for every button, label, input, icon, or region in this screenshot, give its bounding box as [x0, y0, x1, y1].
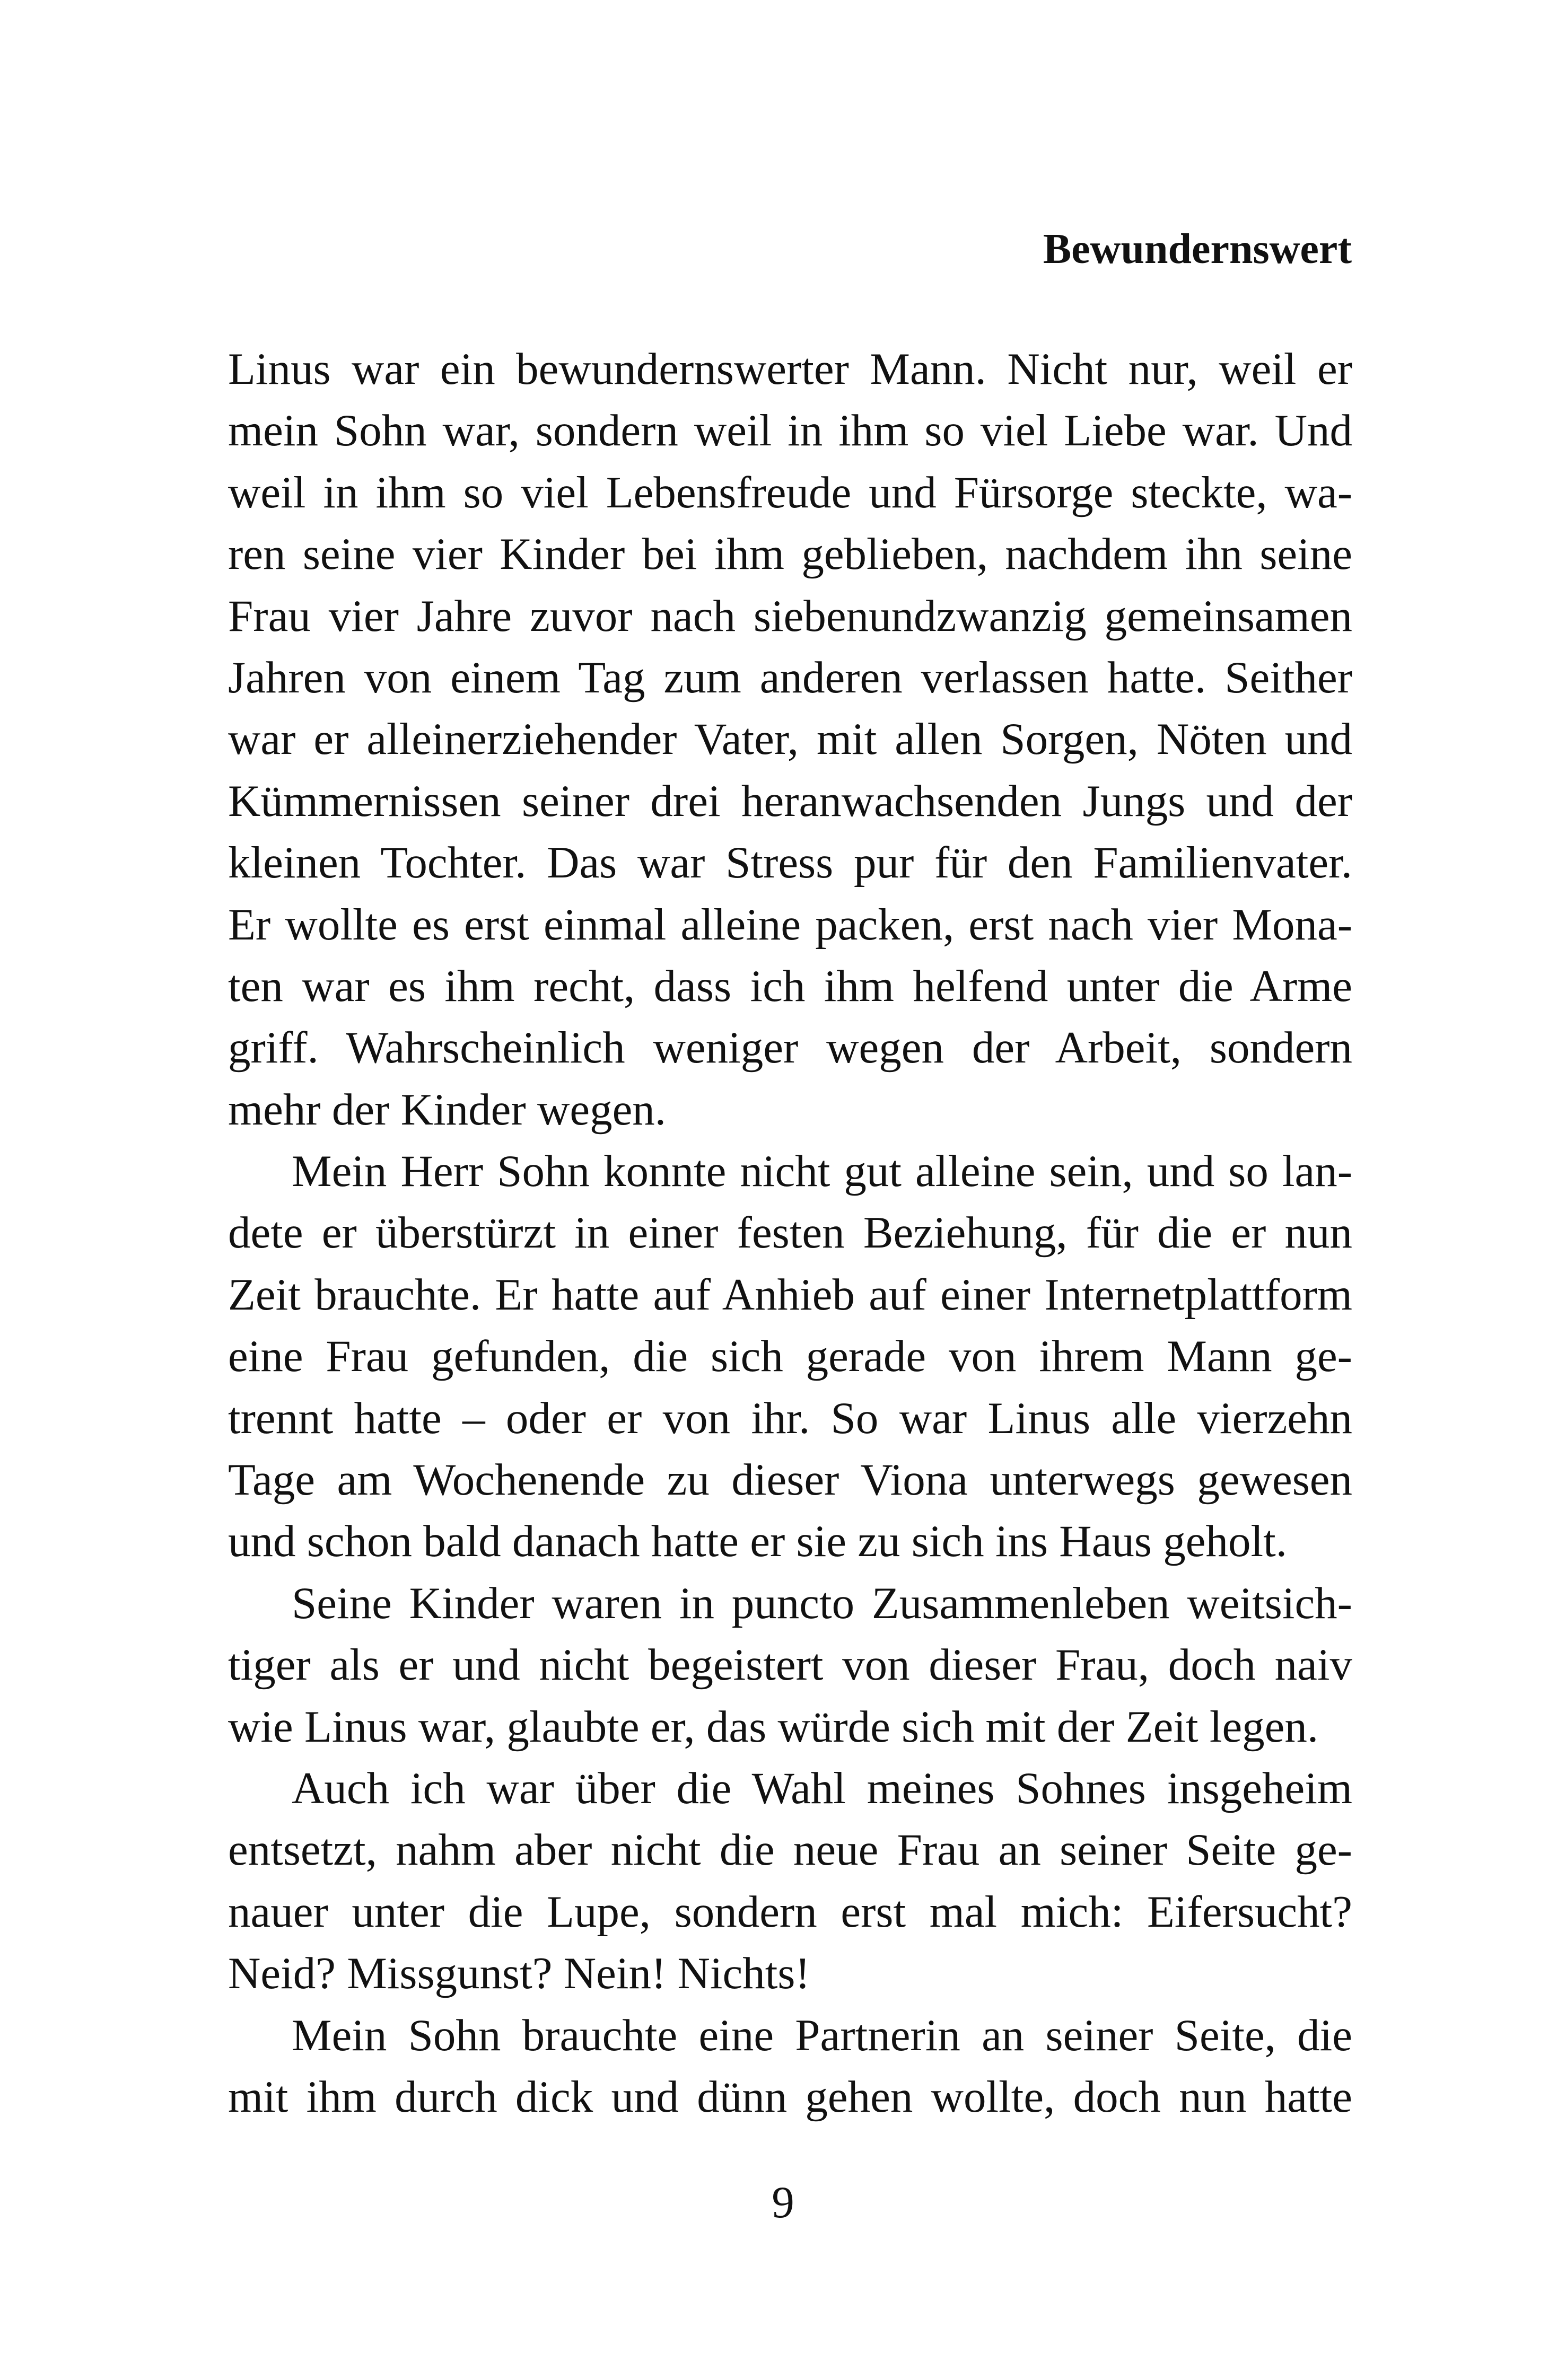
text-line: mit ihm durch dick und dünn gehen wollte, doch nun hatte [228, 2071, 1352, 2122]
text-line: Jahren von einem Tag zum anderen verlassen hatte. Seither [228, 652, 1352, 702]
text-line: tiger als er und nicht begeistert von dieser Frau, doch naiv [228, 1640, 1352, 1690]
text-line: griff. Wahrscheinlich weniger wegen der Arbeit, sondern [228, 1023, 1352, 1073]
text-line: Zeit brauchte. Er hatte auf Anhieb auf einer Internetplattform [228, 1269, 1352, 1320]
text-line: Kümmernissen seiner drei heranwachsenden Jungs und der [228, 776, 1352, 826]
text-line: ten war es ihm recht, dass ich ihm helfend unter die Arme [228, 961, 1352, 1011]
text-line: Frau vier Jahre zuvor nach siebenundzwanzig gemeinsamen [228, 591, 1352, 641]
chapter-title: Bewundernswert [1043, 226, 1352, 273]
text-line: mehr der Kinder wegen. [228, 1084, 667, 1135]
text-line: Mein Sohn brauchte eine Partnerin an seiner Seite, die [292, 2010, 1352, 2060]
text-line: kleinen Tochter. Das war Stress pur für den Familienvater. [228, 838, 1352, 888]
text-line: eine Frau gefunden, die sich gerade von ihrem Mann ge- [228, 1331, 1352, 1382]
text-line: nauer unter die Lupe, sondern erst mal mich: Eifersucht? [228, 1886, 1352, 1937]
text-line: ren seine vier Kinder bei ihm geblieben, nachdem ihn seine [228, 529, 1352, 579]
body-text [228, 338, 1352, 2128]
text-line: Auch ich war über die Wahl meines Sohnes insgeheim [292, 1763, 1352, 1813]
text-line: trennt hatte – oder er von ihr. So war Linus alle vierzehn [228, 1393, 1352, 1443]
text-line: mein Sohn war, sondern weil in ihm so viel Liebe war. Und [228, 406, 1352, 456]
text-line: Linus war ein bewundernswerter Mann. Nicht nur, weil er [228, 344, 1352, 394]
text-line: Seine Kinder waren in puncto Zusammenleben weitsich- [292, 1578, 1352, 1628]
text-line: Neid? Missgunst? Nein! Nichts! [228, 1948, 810, 1999]
text-line: Tage am Wochenende zu dieser Viona unterwegs gewesen [228, 1455, 1352, 1505]
text-line: war er alleinerziehender Vater, mit allen Sorgen, Nöten und [228, 714, 1352, 765]
text-line: und schon bald danach hatte er sie zu sich ins Haus geholt. [228, 1516, 1287, 1567]
text-line: entsetzt, nahm aber nicht die neue Frau an seiner Seite ge- [228, 1825, 1352, 1875]
text-line: Er wollte es erst einmal alleine packen, erst nach vier Mona- [228, 899, 1352, 950]
text-line: wie Linus war, glaubte er, das würde sich mit der Zeit legen. [228, 1701, 1319, 1752]
text-line: weil in ihm so viel Lebensfreude und Fürsorge steckte, wa- [228, 467, 1352, 517]
page-number: 9 [772, 2177, 794, 2227]
text-line: Mein Herr Sohn konnte nicht gut alleine sein, und so lan- [292, 1146, 1352, 1197]
text-line: dete er überstürzt in einer festen Beziehung, für die er nun [228, 1208, 1352, 1258]
